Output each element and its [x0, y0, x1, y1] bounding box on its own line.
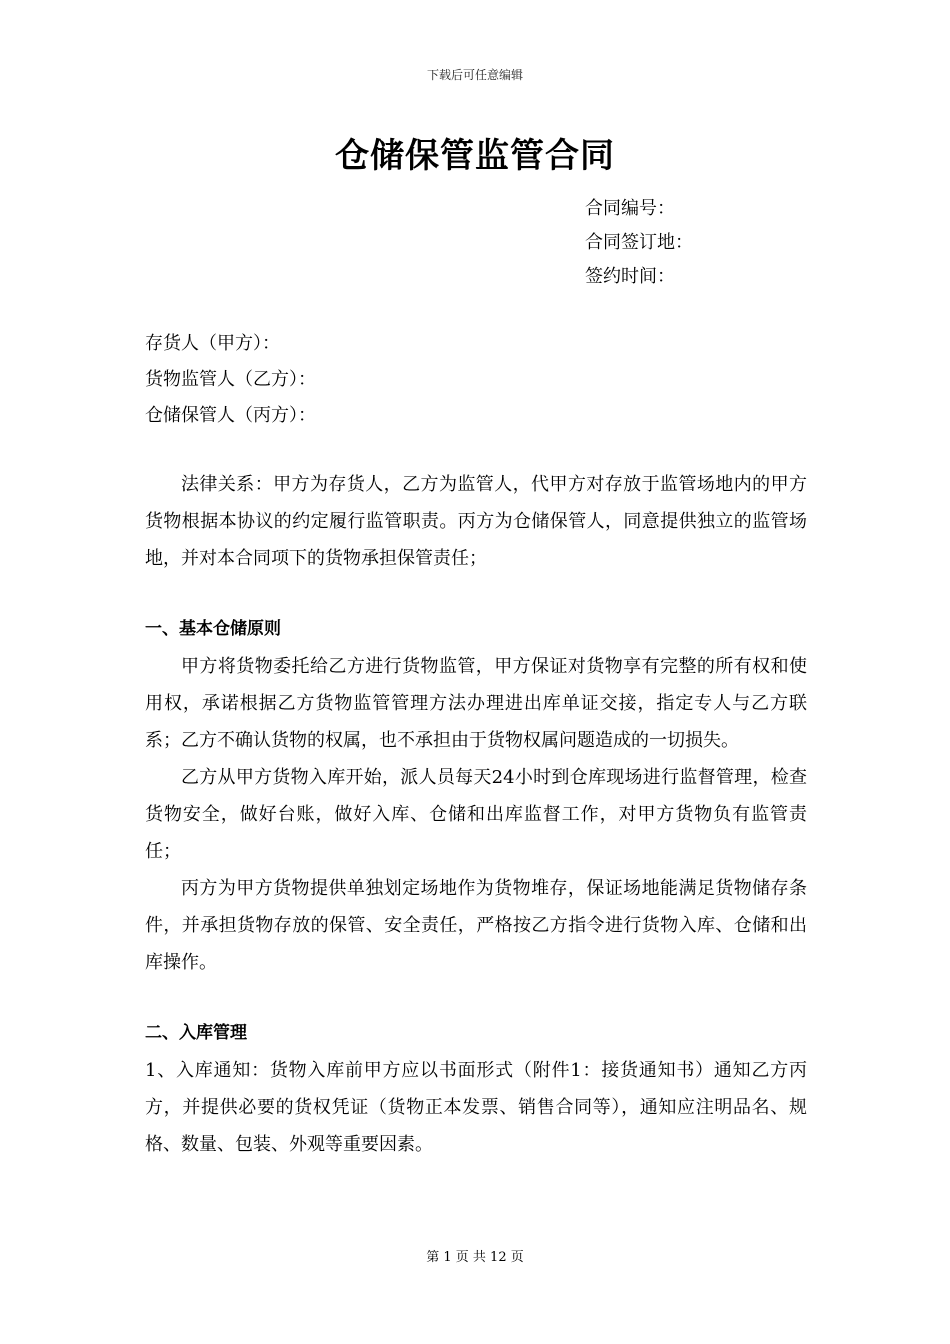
party-a-label: 存货人（甲方）： — [145, 333, 280, 354]
section-1-heading: 一、基本仓储原则 — [145, 619, 281, 639]
document-title: 仓储保管监管合同 — [335, 136, 615, 176]
sign-time-label: 签约时间： — [585, 266, 675, 287]
contract-number-label: 合同编号： — [585, 198, 675, 219]
legal-relation-paragraph: 法律关系：甲方为存货人，乙方为监管人，代甲方对存放于监管场地内的甲方货物根据本协议的约定履行监管职责。丙方为仓储保管人，同意提供独立的监管场地，并对本合同项下的货物承担保管责任； — [145, 474, 807, 569]
contract-meta — [585, 192, 693, 294]
party-c-label: 仓储保管人（丙方）： — [145, 405, 316, 426]
sign-place-label: 合同签订地： — [585, 232, 693, 253]
section-1-paragraph: 乙方从甲方货物入库开始，派人员每天24小时到仓库现场进行监督管理，检查货物安全，做好台账，做好入库、仓储和出库监督工作，对甲方货物负有监管责任； — [145, 767, 807, 862]
contract-body — [145, 466, 807, 1163]
section-1-paragraph: 甲方将货物委托给乙方进行货物监管，甲方保证对货物享有完整的所有权和使用权，承诺根据乙方货物监管管理方法办理进出库单证交接，指定专人与乙方联系；乙方不确认货物的权属，也不承担由于货物权属问题造成的一切损失。 — [145, 656, 807, 751]
section-1-paragraph: 丙方为甲方货物提供单独划定场地作为货物堆存，保证场地能满足货物储存条件，并承担货物存放的保管、安全责任，严格按乙方指令进行货物入库、仓储和出库操作。 — [145, 878, 807, 973]
header-note: 下载后可任意编辑 — [426, 68, 523, 82]
party-b-label: 货物监管人（乙方）： — [145, 369, 316, 390]
parties-block — [145, 326, 316, 434]
page-footer: 第 1 页 共 12 页 — [426, 1250, 524, 1265]
section-2-paragraph: 1、入库通知：货物入库前甲方应以书面形式（附件1：接货通知书）通知乙方丙方，并提供必要的货权凭证（货物正本发票、销售合同等），通知应注明品名、规格、数量、包装、外观等重要因素。 — [145, 1060, 807, 1155]
section-2-heading: 二、入库管理 — [145, 1023, 247, 1043]
